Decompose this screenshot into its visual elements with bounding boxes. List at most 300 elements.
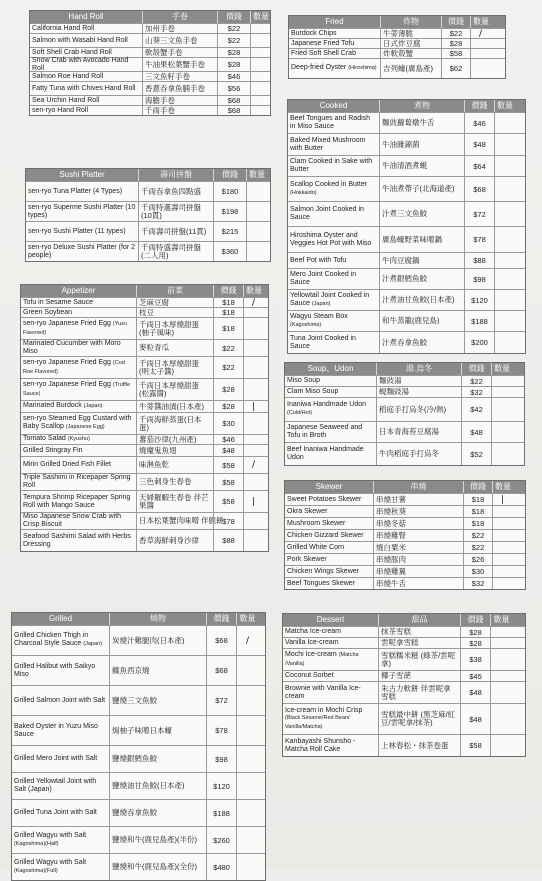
item-price: $22 — [463, 542, 492, 553]
quantity-box[interactable] — [492, 578, 512, 589]
quantity-box[interactable] — [243, 435, 263, 444]
quantity-box[interactable]: / — [243, 298, 263, 307]
section-title: Soup、Udon — [307, 364, 354, 373]
quantity-box[interactable] — [250, 58, 270, 71]
section-title-zh: 燒物 — [109, 613, 206, 625]
item-price: $58 — [213, 474, 243, 490]
menu-item-row — [21, 339, 268, 356]
quantity-box[interactable] — [494, 253, 514, 268]
item-name-en-text: Matcha Ice-cream — [285, 628, 342, 636]
quantity-box[interactable] — [250, 34, 270, 47]
item-price: $22 — [213, 357, 243, 378]
section-title-zh: 手卷 — [142, 11, 217, 23]
quantity-box[interactable] — [250, 24, 270, 33]
item-name-en-text: Grilled Stingray Fin — [23, 446, 83, 454]
item-name-en-text: Tofu in Sesame Sauce — [23, 298, 94, 306]
item-name-zh: 牛蒡薄脆 — [380, 29, 441, 38]
quantity-box[interactable] — [246, 242, 266, 261]
item-name-zh: 千両日本厚燒甜蛋 (柚子風味) — [136, 318, 213, 339]
section-header — [289, 16, 505, 28]
quantity-box[interactable] — [492, 506, 512, 517]
quantity-box[interactable] — [243, 308, 263, 317]
item-name-zh: 蜆麵豉湯 — [376, 387, 461, 397]
item-name-en-text: Green Soybean — [23, 308, 73, 316]
menu-item-row — [288, 155, 525, 176]
menu-item-row — [21, 412, 268, 434]
item-name-en-text: Grilled Yellowtail Joint with Salt (Japan) — [14, 778, 97, 793]
section-dessert — [282, 613, 526, 757]
item-name-en-text: Seafood Sashimi Salad with Herbs Dressing — [23, 532, 131, 548]
item-name-zh: 千両吞拿魚四點盛 — [138, 182, 213, 201]
section-header — [30, 11, 270, 23]
menu-item-row — [12, 685, 265, 715]
price-column-header: 價錢 — [463, 481, 492, 493]
item-price: $88 — [464, 253, 494, 268]
item-name-zh: 鹽燒和牛(鹿兒島產)(半份) — [109, 827, 206, 853]
item-name-en-text: Yellowtail Joint Cooked in Sauce — [290, 291, 370, 307]
item-name-zh: 鹽燒吞拿魚鮫 — [109, 800, 206, 826]
menu-item-row — [21, 378, 268, 400]
quantity-box[interactable]: | — [492, 494, 512, 505]
quantity-box[interactable] — [243, 413, 263, 434]
item-price: $28 — [460, 638, 490, 648]
menu-item-row — [285, 565, 525, 577]
item-name-en-text: Pork Skewer — [287, 555, 327, 563]
item-name-zh: 燒魔鬼魚翅 — [136, 445, 213, 456]
section-title: Cooked — [319, 101, 348, 110]
menu-item-row — [285, 493, 525, 505]
item-price: $18 — [213, 308, 243, 317]
item-name-en — [21, 413, 136, 434]
menu-item-row — [288, 226, 525, 252]
item-name-zh: 汁煮銀鱈魚鮫 — [379, 269, 464, 289]
quantity-box[interactable] — [492, 518, 512, 529]
quantity-box[interactable] — [490, 649, 512, 670]
item-price: $18 — [213, 298, 243, 307]
item-name-en-note: (Black Sesame/Red Bean/ Vanilla/Matcha) — [285, 715, 350, 730]
item-name-zh: 廣島蠔野菜味噌鍋 — [379, 227, 464, 252]
section-header — [285, 363, 524, 375]
item-name-en — [12, 626, 109, 655]
item-name-en — [288, 177, 379, 201]
quantity-box[interactable] — [494, 269, 514, 289]
item-name-en-text: Mochi Ice-cream — [285, 650, 337, 658]
item-name-en-text: Marinated Burdock — [23, 402, 82, 410]
item-name-en-note: (Japan) — [83, 641, 102, 647]
item-name-en-text: Grilled Mero Joint with Salt — [14, 755, 98, 763]
quantity-box[interactable] — [243, 445, 263, 456]
item-name-en-text: Chicken Gizzard Skewer — [287, 531, 364, 539]
quantity-box[interactable]: | — [243, 491, 263, 512]
item-price: $78 — [206, 716, 236, 745]
section-title: Appetizer — [61, 286, 96, 295]
item-name-en-text: Beef Inaniwa Handmade Udon — [287, 446, 364, 461]
item-name-en-text: Grilled Salmon Joint with Salt — [14, 696, 106, 704]
item-price: $88 — [213, 530, 243, 551]
item-name-en — [12, 716, 109, 745]
item-price: $56 — [217, 82, 250, 95]
quantity-box[interactable] — [490, 735, 512, 756]
item-name-en-text: Grilled Chicken Thigh in Charcoal Style Sauce — [14, 632, 89, 647]
item-name-en-text: Grilled Wagyu with Salt — [14, 858, 87, 866]
item-name-zh: 鹽燒銀鱈魚鮫 — [109, 746, 206, 772]
item-name-en — [21, 513, 136, 529]
item-name-zh: 千両日本厚燒甜蛋 (松露醬) — [136, 379, 213, 400]
item-name-en — [289, 59, 380, 78]
quantity-box[interactable] — [246, 222, 266, 241]
quantity-column-header: 數量 — [246, 169, 266, 181]
item-price: $46 — [464, 113, 494, 133]
quantity-box[interactable] — [250, 96, 270, 105]
item-name-en-note: (Yuzu Flavored) — [23, 320, 127, 336]
item-price: $48 — [464, 134, 494, 155]
item-name-en-note: (Matcha /Vanilla) — [285, 651, 359, 667]
quantity-box[interactable] — [494, 227, 514, 252]
item-name-zh: 雲呢拿雪糕 — [378, 638, 460, 648]
item-name-zh: 稻庭手打烏冬(冷/熱) — [376, 398, 461, 421]
quantity-column-header: 數量 — [494, 100, 514, 112]
item-price: $360 — [213, 242, 246, 261]
quantity-column-header: 數量 — [250, 11, 270, 23]
quantity-box[interactable]: / — [236, 626, 258, 655]
quantity-box[interactable] — [490, 671, 512, 681]
quantity-box[interactable] — [243, 513, 263, 529]
item-name-en — [26, 222, 138, 241]
section-title-zh: 湯.烏冬 — [376, 363, 461, 375]
menu-item-row — [288, 176, 525, 201]
item-name-zh: 麵豉湯 — [376, 376, 461, 386]
item-price: $22 — [213, 340, 243, 356]
quantity-box[interactable] — [243, 318, 263, 339]
item-name-en — [12, 746, 109, 772]
quantity-box[interactable] — [490, 682, 512, 703]
menu-item-row — [288, 268, 525, 289]
item-name-en-text: Hiroshima Oyster and Veggies Hot Pot with Miso — [290, 231, 372, 247]
item-name-en-text: Beef Tongues and Radish in Miso Sauce — [290, 115, 371, 130]
item-price: $42 — [461, 398, 491, 421]
item-price: $480 — [206, 854, 236, 880]
item-name-zh: 牛油煮帶子(北海道產) — [379, 177, 464, 201]
quantity-box[interactable] — [246, 182, 266, 201]
item-name-en — [12, 773, 109, 799]
item-name-zh: 牛油果松葉蟹手卷 — [142, 58, 217, 71]
item-name-en — [26, 202, 138, 221]
item-name-en — [283, 671, 378, 681]
item-name-en — [21, 357, 136, 378]
item-name-en — [288, 311, 379, 331]
quantity-box[interactable] — [491, 443, 511, 465]
quantity-box[interactable] — [492, 554, 512, 565]
quantity-box[interactable]: / — [243, 457, 263, 473]
item-name-en-note: (Hokkaido) — [290, 189, 317, 196]
menu-item-row — [288, 289, 525, 310]
item-name-en — [288, 113, 379, 133]
item-name-en — [288, 290, 379, 310]
item-name-zh: 串燒豚肉 — [373, 554, 463, 565]
item-price: $78 — [464, 227, 494, 252]
item-name-zh: 雪糕最中餅 (黑芝麻/紅豆/雲呢拿/抹茶) — [378, 704, 460, 734]
menu-item-row — [289, 58, 505, 78]
quantity-box[interactable] — [236, 716, 258, 745]
quantity-box[interactable] — [250, 82, 270, 95]
item-name-en-text: Mero Joint Cooked in Sauce — [290, 271, 357, 286]
item-name-zh: 燒白粟米 — [373, 542, 463, 553]
quantity-box[interactable] — [246, 202, 266, 221]
item-price: $72 — [464, 202, 494, 226]
item-name-en — [30, 34, 142, 47]
quantity-box[interactable] — [492, 566, 512, 577]
item-name-en — [288, 253, 379, 268]
item-price: $46 — [213, 435, 243, 444]
price-column-header: 價錢 — [213, 169, 246, 181]
item-name-zh: 軟殼蟹手卷 — [142, 48, 217, 57]
price-column-header: 價錢 — [461, 363, 491, 375]
quantity-box[interactable] — [494, 113, 514, 133]
item-name-zh: 朱古力軟餅 伴雲呢拿雪糕 — [378, 682, 460, 703]
section-fried — [288, 15, 506, 79]
item-name-zh: 串燒牛舌 — [373, 578, 463, 589]
item-price: $68 — [464, 177, 494, 201]
item-name-en-text: Soft Shell Crab Hand Roll — [32, 48, 112, 56]
quantity-box[interactable] — [492, 542, 512, 553]
item-name-zh: 牛肉稻庭手打烏冬 — [376, 443, 461, 465]
item-name-en-text: Chicken Wings Skewer — [287, 567, 359, 575]
quantity-box[interactable] — [470, 39, 490, 48]
menu-item-row — [283, 648, 525, 670]
menu-item-row — [21, 297, 268, 307]
item-name-en-text: Vanilla Ice-cream — [285, 639, 339, 647]
item-name-en-text: Grilled White Corn — [287, 543, 345, 551]
menu-item-row — [288, 133, 525, 155]
menu-item-row — [283, 734, 525, 756]
price-column-header: 價錢 — [464, 100, 494, 112]
quantity-box[interactable] — [490, 704, 512, 734]
quantity-box[interactable] — [236, 656, 258, 685]
item-name-en-text: sen-ryo Japanese Fried Egg — [23, 380, 111, 388]
quantity-box[interactable] — [250, 72, 270, 81]
item-price: $188 — [464, 311, 494, 331]
menu-item-row — [285, 442, 524, 465]
menu-item-row — [26, 201, 270, 221]
item-price: $38 — [460, 649, 490, 670]
quantity-box[interactable] — [236, 686, 258, 715]
item-name-zh: 枝豆 — [136, 308, 213, 317]
item-price: $28 — [217, 58, 250, 71]
item-price: $22 — [463, 530, 492, 541]
item-name-en — [26, 182, 138, 201]
item-name-zh: 味淋魚乾 — [136, 457, 213, 473]
quantity-box[interactable] — [236, 827, 258, 853]
item-price: $18 — [463, 518, 492, 529]
item-price: $120 — [206, 773, 236, 799]
item-price: $58 — [441, 49, 470, 58]
item-name-zh: 牛蒡醬油漬(日本產) — [136, 401, 213, 412]
quantity-box[interactable] — [494, 202, 514, 226]
item-name-en-text: Brownie with Vanilla Ice-cream — [285, 684, 361, 700]
quantity-box[interactable] — [243, 379, 263, 400]
item-name-zh: 芝麻豆腐 — [136, 298, 213, 307]
section-title-zh: 串燒 — [373, 481, 463, 493]
item-price: $22 — [441, 29, 470, 38]
item-price: $58 — [213, 457, 243, 473]
item-price: $98 — [464, 269, 494, 289]
item-name-en — [30, 96, 142, 105]
quantity-box[interactable] — [243, 357, 263, 378]
item-name-en — [26, 242, 138, 261]
section-title-zh: 炸物 — [380, 16, 441, 28]
quantity-box[interactable]: | — [243, 401, 263, 412]
menu-item-row — [30, 57, 270, 71]
item-price: $46 — [217, 72, 250, 81]
menu-item-row — [12, 745, 265, 772]
item-name-en-text: Snow Crab with Avocado Hand Roll — [32, 56, 129, 72]
quantity-box[interactable] — [236, 854, 258, 880]
item-name-zh: 雪糕糯米糍 (綠茶/雲呢拿) — [378, 649, 460, 670]
item-name-en-text: Clam Miso Soup — [287, 388, 339, 396]
item-name-en-text: Tuna Joint Cooked in Sauce — [290, 334, 356, 350]
item-price: $58 — [460, 735, 490, 756]
quantity-box[interactable] — [491, 398, 511, 421]
quantity-box[interactable] — [236, 800, 258, 826]
item-name-en-text: Miso Soup — [287, 377, 321, 385]
item-name-en — [283, 735, 378, 756]
quantity-box[interactable] — [470, 59, 490, 78]
item-name-zh: 炸軟殼蟹 — [380, 49, 441, 58]
item-price: $28 — [217, 48, 250, 57]
item-name-en — [30, 106, 142, 115]
item-name-en — [289, 29, 380, 38]
item-price: $78 — [213, 513, 243, 529]
item-name-zh: 香蔥吞拿魚腩手卷 — [142, 82, 217, 95]
item-price: $180 — [213, 182, 246, 201]
menu-item-row — [30, 23, 270, 33]
item-name-zh: 三文魚籽手卷 — [142, 72, 217, 81]
quantity-box[interactable] — [491, 376, 511, 386]
quantity-box[interactable] — [494, 156, 514, 176]
item-price: $22 — [461, 376, 491, 386]
quantity-column-header: 數量 — [236, 613, 258, 625]
item-price: $28 — [441, 39, 470, 48]
item-name-zh: 香草海鮮刺身沙律 — [136, 530, 213, 551]
quantity-box[interactable]: / — [470, 29, 490, 38]
quantity-box[interactable] — [494, 332, 514, 353]
quantity-box[interactable] — [243, 340, 263, 356]
quantity-box[interactable] — [243, 474, 263, 490]
item-name-en — [288, 134, 379, 155]
quantity-box[interactable] — [250, 106, 270, 115]
item-name-en-text: sen-ryo Steamed Egg Custard with Baby Scallop — [23, 415, 132, 430]
item-name-en — [283, 682, 378, 703]
item-name-en — [30, 24, 142, 33]
quantity-box[interactable] — [491, 422, 511, 442]
item-name-en-text: Salmon Joint Cooked in Sauce — [290, 206, 364, 221]
item-name-en-text: Beef Tongues Skewer — [287, 579, 355, 587]
item-name-en-text: sen-ryo Hand Roll — [32, 106, 89, 114]
item-name-zh: 海膽手卷 — [142, 96, 217, 105]
item-price: $48 — [460, 704, 490, 734]
item-price: $30 — [213, 413, 243, 434]
menu-item-row — [12, 772, 265, 799]
menu-item-row — [288, 252, 525, 268]
item-price: $68 — [206, 656, 236, 685]
section-title: Sushi Platter — [59, 170, 105, 179]
section-cooked — [287, 99, 526, 354]
item-name-en-text: sen-ryo Japanese Fried Egg — [23, 319, 111, 327]
item-name-en-text: Mirin Grilled Dried Fish Fillet — [23, 461, 111, 469]
item-name-en-note: (Japan) — [83, 403, 103, 410]
item-name-en-text: Tomato Salad — [23, 435, 66, 443]
quantity-box[interactable] — [236, 773, 258, 799]
item-name-zh: 日本松葉蟹肉味噌 伴脆餅 — [136, 513, 213, 529]
item-name-en — [21, 401, 136, 412]
section-soup-udon — [284, 362, 525, 466]
quantity-column-header: 數量 — [491, 363, 511, 375]
item-name-zh: 千両特盛壽司拼盤 (二人用) — [138, 242, 213, 261]
item-name-zh: 天婦羅蝦生春卷 伴芒果醬 — [136, 491, 213, 512]
item-name-en-note: (Japan) — [311, 300, 331, 307]
quantity-box[interactable] — [494, 290, 514, 310]
item-name-en-text: Coconut Sorbet — [285, 672, 334, 680]
item-name-en-note: (Kagoshima) — [290, 321, 322, 328]
quantity-column-header: 數量 — [243, 285, 263, 297]
menu-item-row — [283, 703, 525, 734]
item-name-en-text: Kanbayashi Shunsho - Matcha Roll Cake — [285, 737, 356, 753]
section-header — [12, 613, 265, 625]
quantity-box[interactable] — [494, 311, 514, 331]
menu-item-row — [12, 826, 265, 853]
menu-item-row — [285, 397, 524, 421]
item-name-zh: 千両海鮮蒸蛋(日本蛋) — [136, 413, 213, 434]
item-price: $18 — [463, 506, 492, 517]
item-name-en — [288, 269, 379, 289]
menu-item-row — [283, 681, 525, 703]
item-name-en — [285, 566, 373, 577]
quantity-box[interactable] — [490, 627, 512, 637]
item-name-en — [289, 39, 380, 48]
item-name-en-text: Salmon Roe Hand Roll — [32, 72, 104, 80]
quantity-box[interactable] — [494, 177, 514, 201]
quantity-box[interactable] — [491, 387, 511, 397]
item-name-en — [30, 48, 142, 57]
quantity-column-header: 數量 — [470, 16, 490, 28]
item-name-en-text: Deep-fried Oyster — [291, 64, 347, 72]
quantity-box[interactable] — [250, 48, 270, 57]
item-name-en-note: (Kagoshima)(Full) — [14, 867, 58, 874]
quantity-box[interactable] — [490, 638, 512, 648]
menu-item-row — [285, 577, 525, 589]
menu-item-row — [21, 512, 268, 529]
item-name-en-text: Baked Mixed Mushroom with Butter — [290, 136, 366, 152]
item-name-en-text: Beef Pot with Tofu — [290, 256, 347, 264]
item-name-zh: 椰子雪葩 — [378, 671, 460, 681]
item-name-en — [30, 58, 142, 71]
item-price: $188 — [206, 800, 236, 826]
item-name-en — [283, 638, 378, 648]
quantity-box[interactable] — [492, 530, 512, 541]
menu-item-row — [21, 307, 268, 317]
item-name-zh: 千両手卷 — [142, 106, 217, 115]
item-name-en-text: sen-ryo Tuna Platter (4 Types) — [28, 187, 123, 195]
item-name-en-text: Grilled Tuna Joint with Salt — [14, 809, 97, 817]
item-name-en-note: (Kagoshima)(Half) — [14, 840, 59, 847]
item-price: $22 — [217, 24, 250, 33]
menu-item-row — [283, 670, 525, 681]
quantity-box[interactable] — [243, 530, 263, 551]
quantity-box[interactable] — [470, 49, 490, 58]
quantity-box[interactable] — [494, 134, 514, 155]
item-price: $48 — [213, 445, 243, 456]
quantity-box[interactable] — [236, 746, 258, 772]
